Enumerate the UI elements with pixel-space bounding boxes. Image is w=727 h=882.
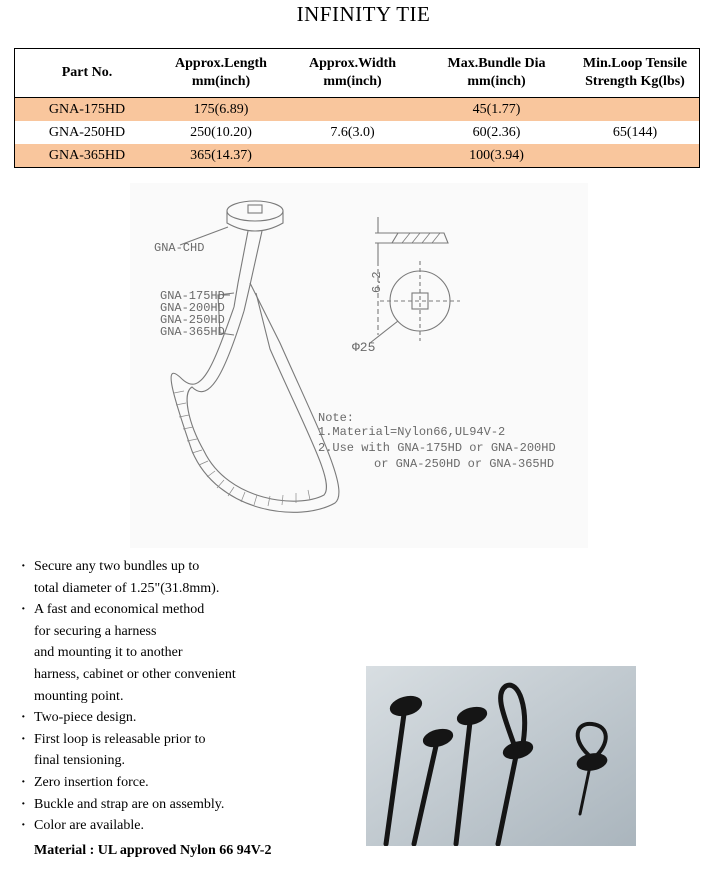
product-photo-svg	[366, 666, 636, 846]
note-line-2: 2.Use with GNA-175HD or GNA-200HD	[318, 441, 556, 455]
list-item: · Color are available.	[20, 815, 350, 837]
cell-length: 250(10.20)	[190, 124, 252, 140]
label-part-4: GNA-365HD	[160, 325, 225, 339]
tie-head-slot	[248, 205, 262, 213]
header-tensile: Min.Loop Tensile Strength Kg(lbs)	[571, 49, 700, 98]
table-row	[15, 98, 700, 122]
cell-part: GNA-250HD	[15, 121, 160, 144]
table-header-row	[15, 49, 700, 98]
strap-left-edge	[234, 231, 248, 307]
cell-tensile	[571, 144, 700, 168]
cell-width	[283, 98, 422, 122]
label-part-2: GNA-200HD	[160, 301, 225, 315]
cell-width: 7.6(3.0)	[330, 124, 375, 140]
cell-tensile	[571, 98, 700, 122]
header-length: Approx.Length mm(inch)	[159, 49, 283, 98]
cell-bundle: 45(1.77)	[422, 98, 571, 122]
feature-list	[20, 556, 350, 837]
spec-table	[14, 48, 700, 168]
cell-bundle: 60(2.36)	[472, 124, 521, 140]
list-item: · Buckle and strap are on assembly.	[20, 794, 350, 816]
list-item: · Secure any two bundles up to total diameter of 1.25"(31.8mm).	[20, 556, 350, 599]
header-part-no: Part No.	[15, 49, 160, 98]
cell-length: 365(14.37)	[159, 144, 283, 168]
head-top-view	[390, 271, 450, 331]
note-heading: Note:	[318, 411, 355, 425]
note-line-3: or GNA-250HD or GNA-365HD	[374, 457, 555, 471]
list-item: · A fast and economical method for securing a harness and mounting it to another harness, cabinet or other convenient mounting point.	[20, 599, 350, 707]
label-dim-height: 6.2	[370, 271, 384, 293]
label-gna-chd: GNA-CHD	[154, 241, 205, 255]
header-width: Approx.Width mm(inch)	[283, 49, 422, 98]
strap-right-edge	[244, 231, 262, 311]
list-item: · Two-piece design.	[20, 707, 350, 729]
tie-head-top	[227, 201, 283, 221]
product-photo	[366, 666, 636, 846]
technical-drawing	[130, 183, 588, 548]
table-row	[15, 144, 700, 168]
table-row	[15, 121, 700, 144]
label-part-1: GNA-175HD	[160, 289, 225, 303]
list-item: · First loop is releasable prior to final tensioning.	[20, 729, 350, 772]
cell-tensile: 65(144)	[571, 121, 700, 144]
label-dim-diameter: Φ25	[352, 340, 376, 355]
note-line-1: 1.Material=Nylon66,UL94V-2	[318, 425, 506, 439]
cell-part: GNA-365HD	[15, 144, 160, 168]
label-part-3: GNA-250HD	[160, 313, 225, 327]
list-item: · Zero insertion force.	[20, 772, 350, 794]
cell-width	[283, 144, 422, 168]
drawing-svg	[130, 183, 588, 548]
header-bundle-dia: Max.Bundle Dia mm(inch)	[422, 49, 571, 98]
head-side-view	[392, 233, 448, 243]
cell-bundle: 100(3.94)	[422, 144, 571, 168]
cell-part: GNA-175HD	[15, 98, 160, 122]
page-title: INFINITY TIE	[296, 2, 431, 26]
material-statement: Material : UL approved Nylon 66 94V-2	[34, 843, 272, 858]
cell-length: 175(6.89)	[159, 98, 283, 122]
